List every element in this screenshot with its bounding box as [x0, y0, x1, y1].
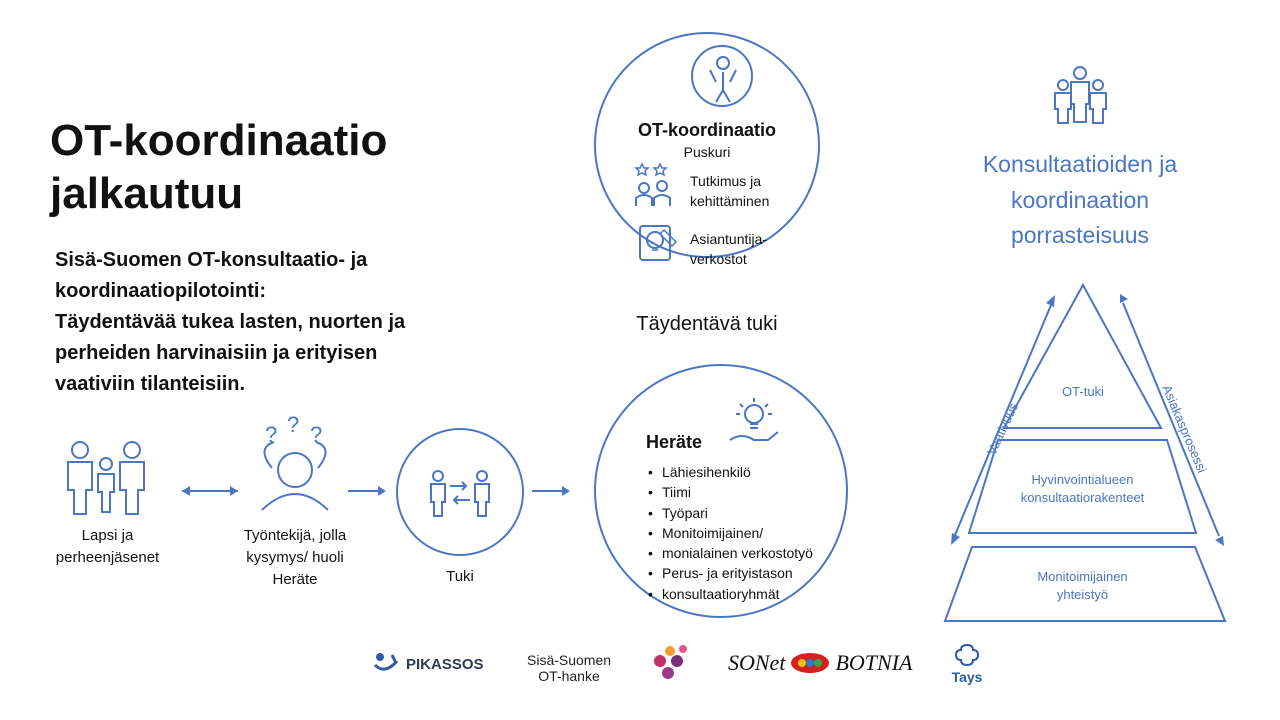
expert-network-item: [690, 230, 767, 269]
pikassos-logo: [372, 651, 484, 677]
ot-circle-title: OT-koordinaatio: [637, 120, 776, 140]
subtitle-line: vaativiin tilanteisiin.: [55, 373, 246, 395]
left-axis-arrow-top: [1046, 295, 1055, 307]
tays-icon: [954, 643, 980, 667]
ot-circle-subtitle: Puskuri: [683, 144, 731, 160]
herate-list-item-continued: • konsultaatioryhmät: [646, 584, 846, 604]
arrow-right-icon: [348, 486, 386, 496]
arrow-right-icon: [532, 486, 570, 496]
exchange-icon: [398, 430, 522, 554]
subtitle-line: Sisä-Suomen OT-konsultaatio- ja: [55, 249, 368, 271]
sonet-text: SONet: [728, 650, 786, 675]
caption-line: Lapsi ja: [81, 527, 134, 544]
sonet-ovals-icon: [789, 651, 831, 675]
puzzle-logo-icon: [650, 643, 690, 685]
herate-list-item: • Lähiesihenkilö: [646, 462, 846, 482]
herate-list-item: • Perus- ja erityistason: [646, 563, 846, 583]
subtitle-line: perheiden harvinaisiin ja erityisen: [55, 342, 378, 364]
pikassos-text: PIKASSOS: [406, 655, 484, 673]
svg-text:?: ?: [287, 412, 300, 437]
herate-list: [646, 462, 846, 604]
right-panel-title: [955, 147, 1205, 254]
right-title-line: Konsultaatioiden ja: [982, 151, 1178, 177]
subtitle-line: koordinaatiopilotointi:: [55, 280, 267, 302]
botnia-text: BOTNIA: [835, 650, 913, 675]
left-axis-arrow-bottom: [951, 533, 960, 545]
lightbulb-tools-icon: [636, 220, 682, 266]
left-axis-label: Vaativuus: [983, 400, 1022, 458]
pyramid-bottom-label: [985, 568, 1180, 604]
family-group-icon: [1055, 67, 1106, 123]
page-title-line2: jalkautuu: [50, 168, 244, 218]
ot-coordination-circle: [594, 32, 820, 267]
herate-list-item-continued: • monialainen verkostotyö: [646, 543, 846, 563]
idea-hand-icon: [724, 396, 784, 456]
family-caption: [40, 525, 175, 569]
double-arrow-icon: [182, 486, 238, 496]
research-icon: [632, 158, 682, 208]
sonet-botnia-logo: [728, 650, 912, 676]
pyramid-bottom-line: Monitoimijainen: [1037, 569, 1128, 584]
page-title-line1: OT-koordinaatio: [50, 116, 388, 165]
herate-list-item: • Työpari: [646, 503, 846, 523]
family-icon: [68, 442, 144, 514]
pyramid-middle-line: konsultaatiorakenteet: [1020, 490, 1145, 506]
right-title-line: koordinaation: [1010, 186, 1150, 213]
ot-hanke-line: Sisä-Suomen: [527, 652, 612, 668]
pyramid-middle-line: Hyvinvointialueen: [1031, 472, 1134, 487]
pyramid-bottom-line: yhteistyö: [1056, 587, 1109, 603]
pyramid-top-level: [1004, 285, 1161, 428]
herate-list-item: • Monitoimijainen/: [646, 523, 846, 543]
caption-line: Heräte: [272, 570, 318, 588]
expert-line: Asiantuntija-: [690, 231, 768, 247]
herate-list-item: • Tiimi: [646, 482, 846, 502]
supplementary-support-label: Täydentävä tuki: [636, 313, 778, 335]
worker-icon: [262, 412, 328, 510]
svg-text:?: ?: [265, 422, 278, 447]
research-item: [690, 172, 769, 211]
ot-hanke-logo: [527, 652, 611, 684]
caption-line: Työntekijä, jolla: [243, 527, 347, 544]
expert-line: verkostot: [690, 250, 747, 267]
support-circle: [396, 428, 524, 556]
caption-line: perheenjäsenet: [55, 548, 160, 566]
pyramid-top-label: OT-tuki: [1062, 384, 1104, 399]
pikassos-icon: [372, 651, 400, 677]
research-line: Tutkimus ja: [690, 173, 762, 189]
research-line: kehittäminen: [690, 192, 770, 209]
herate-circle: [594, 364, 848, 618]
svg-text:?: ?: [310, 422, 323, 447]
herate-title: Heräte: [646, 432, 703, 452]
caption-line: kysymys/ huoli: [246, 548, 344, 566]
right-axis-label: Asiakasprosessi: [1159, 382, 1210, 476]
pyramid-middle-label: [990, 471, 1175, 507]
ot-hanke-line: OT-hanke: [538, 668, 600, 685]
tays-logo: [945, 643, 989, 685]
tays-text: Tays: [951, 669, 983, 685]
right-title-line: porrasteisuus: [1010, 222, 1150, 249]
subtitle-line: Täydentävää tukea lasten, nuorten ja: [55, 311, 406, 333]
worker-caption: [225, 525, 365, 590]
right-axis-arrow-bottom: [1215, 536, 1224, 546]
right-axis-arrow-top: [1120, 294, 1128, 303]
support-caption: Tuki: [446, 568, 474, 585]
